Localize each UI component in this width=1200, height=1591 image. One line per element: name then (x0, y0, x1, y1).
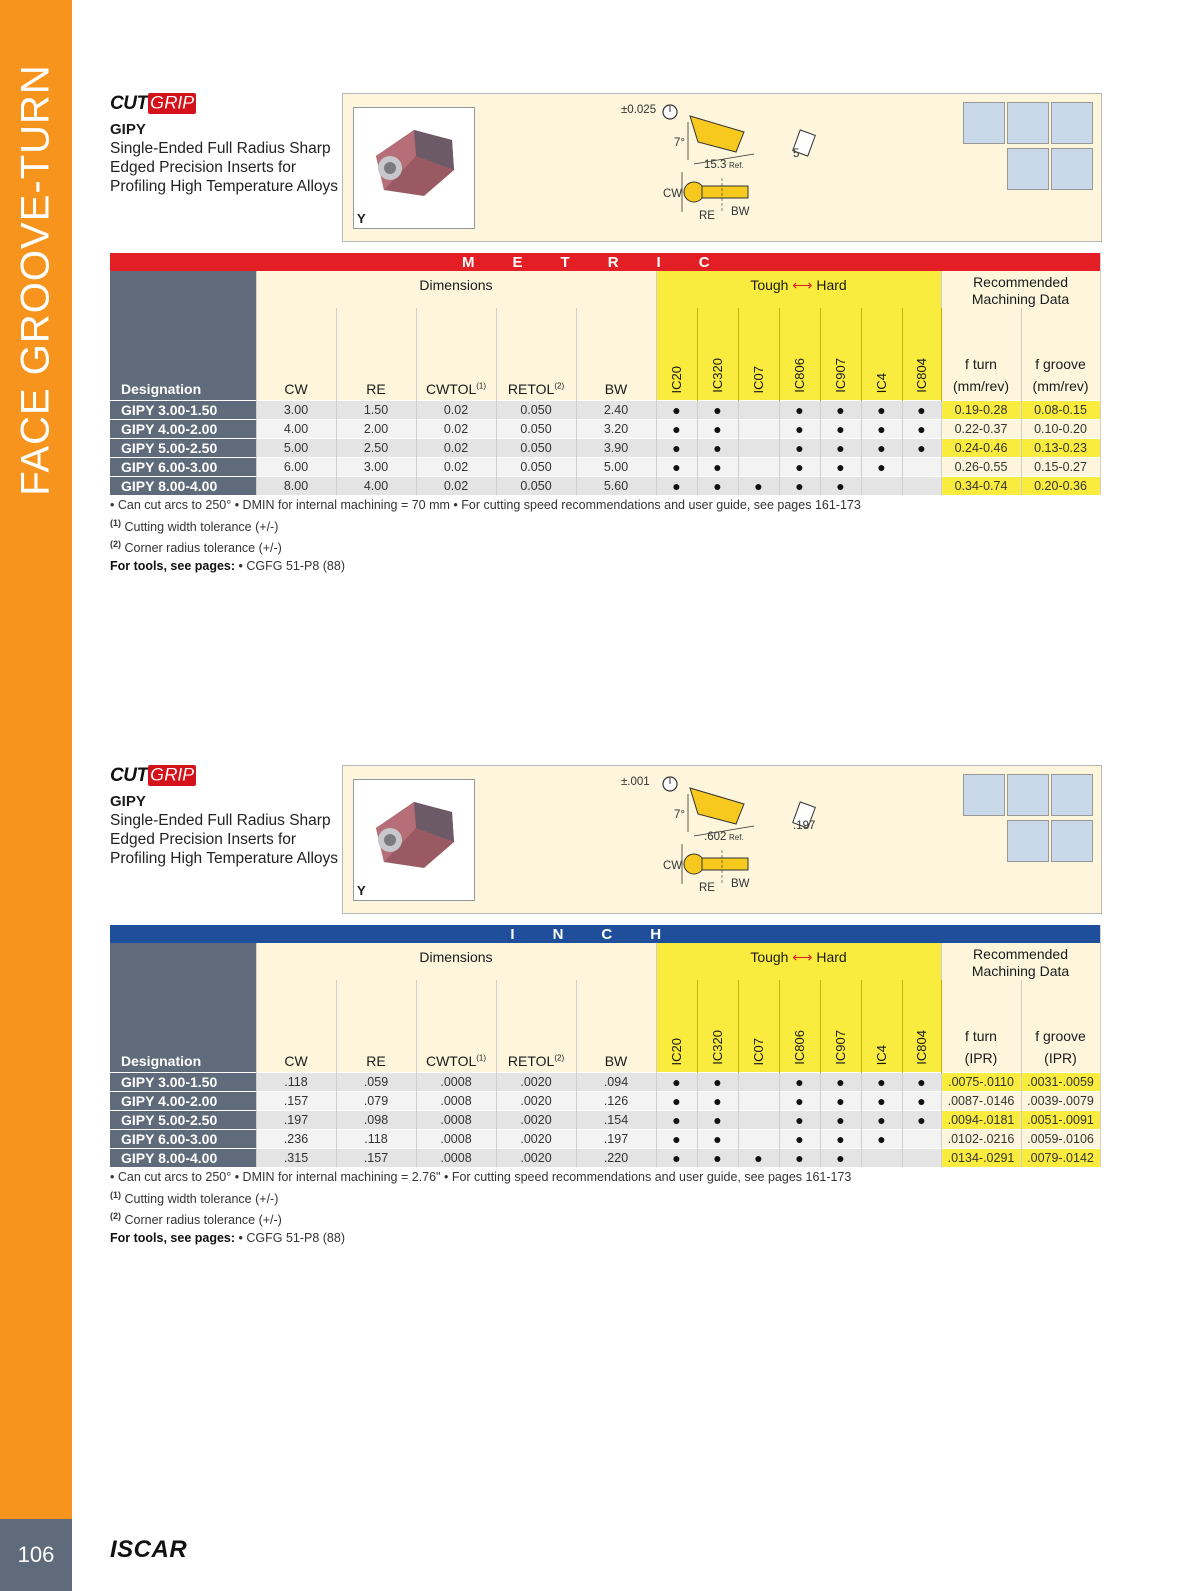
cwtol-cell: 0.02 (416, 477, 496, 496)
retol-cell: 0.050 (496, 401, 576, 420)
internal-groove-icon (1007, 102, 1049, 144)
bw-cell: .094 (576, 1073, 656, 1092)
re-cell: .118 (336, 1130, 416, 1149)
fturn-cell: 0.19-0.28 (941, 401, 1021, 420)
re-cell: .059 (336, 1073, 416, 1092)
cw-cell: .197 (256, 1111, 336, 1130)
face-groove-icon (963, 774, 1005, 816)
grade-cell (902, 477, 941, 496)
bw-header: BW (576, 980, 656, 1073)
turn-groove-icon (1007, 148, 1049, 190)
designation-cell: GIPY 3.00-1.50 (110, 1073, 256, 1092)
product-section (110, 765, 1116, 1245)
bw-header: BW (576, 308, 656, 401)
dimensions-header: Dimensions (256, 271, 656, 308)
notes (110, 1169, 851, 1247)
cw-cell: 6.00 (256, 458, 336, 477)
angle-label: 7° (674, 137, 685, 149)
grade-cell: ● (697, 1130, 738, 1149)
grade-cell: ● (738, 1149, 779, 1168)
grade-cell (861, 477, 902, 496)
grade-cell: ● (861, 401, 902, 420)
grade-cell: ● (820, 439, 861, 458)
grade-cell: ● (861, 1130, 902, 1149)
fgroove-cell: .0079-.0142 (1021, 1149, 1100, 1168)
diagram-panel (342, 765, 1102, 914)
grade-cell: ● (779, 1092, 820, 1111)
designation-cell: GIPY 5.00-2.50 (110, 1111, 256, 1130)
grade-cell: ● (697, 477, 738, 496)
grade-header: IC20 (656, 308, 697, 401)
grade-cell: ● (861, 1092, 902, 1111)
grade-cell: ● (656, 458, 697, 477)
re-cell: .098 (336, 1111, 416, 1130)
re-cell: 2.00 (336, 420, 416, 439)
bw-cell: .220 (576, 1149, 656, 1168)
grade-cell: ● (861, 1073, 902, 1092)
side-label: .197 (793, 820, 816, 832)
retol-header: RETOL$^{(2)}$ (496, 308, 576, 401)
table-row (110, 439, 1100, 458)
tools-reference: For tools, see pages: • CGFG 51-P8 (88) (110, 558, 346, 573)
grade-header: IC804 (902, 308, 941, 401)
recommended-header: Recommended Machining Data (941, 943, 1100, 980)
grade-header: IC07 (738, 980, 779, 1073)
grade-cell: ● (779, 458, 820, 477)
application-icons (963, 774, 1093, 862)
grade-cell (902, 458, 941, 477)
bw-label: BW (731, 206, 750, 218)
fturn-cell: 0.34-0.74 (941, 477, 1021, 496)
fgroove-cell: 0.08-0.15 (1021, 401, 1100, 420)
cwtol-cell: .0008 (416, 1149, 496, 1168)
re-header: RE (336, 308, 416, 401)
footnote-2: $^{(2)}$ Corner radius tolerance (+/-) (110, 539, 282, 556)
grade-cell (738, 1073, 779, 1092)
product-description: Single-Ended Full Radius Sharp Edged Precision Inserts for Profiling High Temperature Alloys (110, 812, 339, 867)
grade-cell: ● (656, 1073, 697, 1092)
header-row (110, 271, 1100, 308)
cw-cell: .157 (256, 1092, 336, 1111)
grade-header: IC806 (779, 308, 820, 401)
grade-cell: ● (738, 477, 779, 496)
grade-cell (738, 1092, 779, 1111)
cwtol-cell: .0008 (416, 1111, 496, 1130)
ref-label: Ref. (729, 161, 744, 170)
tools-reference: For tools, see pages: • CGFG 51-P8 (88) (110, 1230, 346, 1245)
bw-cell: 3.20 (576, 420, 656, 439)
grade-cell: ● (697, 1111, 738, 1130)
grade-cell: ● (902, 420, 941, 439)
cwtol-cell: 0.02 (416, 401, 496, 420)
fturn-cell: 0.26-0.55 (941, 458, 1021, 477)
side-bar (0, 0, 72, 1519)
grade-cell: ● (820, 1130, 861, 1149)
length-label: .602 (704, 831, 727, 843)
grade-cell (902, 1149, 941, 1168)
grade-cell: ● (656, 477, 697, 496)
product-section (110, 93, 1116, 573)
retol-cell: .0020 (496, 1111, 576, 1130)
grade-cell (738, 1111, 779, 1130)
grade-cell: ● (656, 1111, 697, 1130)
re-cell: .157 (336, 1149, 416, 1168)
grade-cell: ● (902, 439, 941, 458)
cw-cell: 3.00 (256, 401, 336, 420)
bw-label: BW (731, 878, 750, 890)
notes (110, 497, 861, 575)
insert-drawing-icon (658, 102, 858, 232)
ref-label: Ref. (729, 833, 744, 842)
designation-cell: GIPY 8.00-4.00 (110, 1149, 256, 1168)
designation-cell: GIPY 4.00-2.00 (110, 420, 256, 439)
grade-cell: ● (902, 1111, 941, 1130)
retol-cell: .0020 (496, 1149, 576, 1168)
fgroove-cell: .0039-.0079 (1021, 1092, 1100, 1111)
retol-cell: .0020 (496, 1073, 576, 1092)
bullet-notes: • Can cut arcs to 250° • DMIN for internal machining = 2.76" • For cutting speed recommendations and user guide, see pages 161-173 (110, 1170, 852, 1184)
retol-cell: .0020 (496, 1130, 576, 1149)
bw-cell: 5.60 (576, 477, 656, 496)
fturn-cell: .0087-.0146 (941, 1092, 1021, 1111)
bw-cell: .126 (576, 1092, 656, 1111)
table-row (110, 477, 1100, 496)
internal-groove-icon (1007, 774, 1049, 816)
grade-cell: ● (902, 401, 941, 420)
table-row (110, 1111, 1100, 1130)
fgroove-cell: 0.15-0.27 (1021, 458, 1100, 477)
grade-cell: ● (656, 439, 697, 458)
grade-cell: ● (779, 420, 820, 439)
grade-cell: ● (697, 1092, 738, 1111)
tough-hard-header: Tough ⟷ Hard (656, 943, 941, 980)
length-label: 15.3 (704, 159, 727, 171)
re-cell: .079 (336, 1092, 416, 1111)
cwtol-cell: 0.02 (416, 439, 496, 458)
grade-cell: ● (820, 1073, 861, 1092)
bw-cell: .197 (576, 1130, 656, 1149)
grade-cell: ● (779, 1111, 820, 1130)
product-code: GIPY (110, 121, 146, 138)
footnote-1: $^{(1)}$ Cutting width tolerance (+/-) (110, 517, 279, 534)
retol-cell: 0.050 (496, 477, 576, 496)
table-row (110, 401, 1100, 420)
insert-image-icon (354, 780, 474, 900)
application-icons (963, 102, 1093, 190)
insert-photo (353, 107, 475, 229)
cwtol-header: CWTOL$^{(1)}$ (416, 980, 496, 1073)
data-table (110, 253, 1101, 495)
fturn-cell: .0094-.0181 (941, 1111, 1021, 1130)
header-row (110, 943, 1100, 980)
cwtol-cell: 0.02 (416, 458, 496, 477)
turn-groove-icon (1007, 820, 1049, 862)
bw-cell: .154 (576, 1111, 656, 1130)
table-row (110, 1130, 1100, 1149)
grade-header: IC806 (779, 980, 820, 1073)
designation-header: Designation (110, 271, 256, 401)
cwtol-cell: .0008 (416, 1092, 496, 1111)
grade-cell: ● (820, 420, 861, 439)
section-title: FACE GROOVE-TURN (13, 64, 58, 496)
grade-cell: ● (656, 420, 697, 439)
unit-band: INCH (110, 925, 1100, 943)
grade-cell (902, 1130, 941, 1149)
retol-cell: .0020 (496, 1092, 576, 1111)
grade-cell: ● (656, 1130, 697, 1149)
grade-cell: ● (861, 420, 902, 439)
grade-cell: ● (656, 1149, 697, 1168)
cutgrip-logo: CUT GRIP (110, 765, 195, 786)
grade-header: IC320 (697, 980, 738, 1073)
table-row (110, 1149, 1100, 1168)
retol-cell: 0.050 (496, 439, 576, 458)
grade-header: IC4 (861, 308, 902, 401)
grade-cell: ● (656, 401, 697, 420)
grade-cell: ● (820, 1149, 861, 1168)
grade-cell: ● (902, 1073, 941, 1092)
brand-logo: ISCAR (110, 1536, 188, 1563)
grade-cell: ● (656, 1092, 697, 1111)
product-code: GIPY (110, 793, 146, 810)
bw-cell: 3.90 (576, 439, 656, 458)
grade-cell (738, 439, 779, 458)
re-header: RE (336, 980, 416, 1073)
re-cell: 4.00 (336, 477, 416, 496)
bw-cell: 5.00 (576, 458, 656, 477)
fgroove-header: f groove (IPR) (1021, 980, 1100, 1073)
grade-cell: ● (820, 401, 861, 420)
tolerance-label: ±.001 (621, 776, 650, 788)
cw-cell: .236 (256, 1130, 336, 1149)
cwtol-header: CWTOL$^{(1)}$ (416, 308, 496, 401)
re-label: RE (699, 882, 715, 894)
cw-cell: 4.00 (256, 420, 336, 439)
recommended-header: Recommended Machining Data (941, 271, 1100, 308)
designation-cell: GIPY 6.00-3.00 (110, 458, 256, 477)
designation-cell: GIPY 3.00-1.50 (110, 401, 256, 420)
fgroove-cell: .0051-.0091 (1021, 1111, 1100, 1130)
grade-cell: ● (861, 1111, 902, 1130)
unit-band: METRIC (110, 253, 1100, 271)
tolerance-label: ±0.025 (621, 104, 657, 116)
fturn-cell: .0134-.0291 (941, 1149, 1021, 1168)
fgroove-cell: 0.20-0.36 (1021, 477, 1100, 496)
cw-cell: 5.00 (256, 439, 336, 458)
grade-cell: ● (697, 439, 738, 458)
face-groove-icon (963, 102, 1005, 144)
footnote-2: $^{(2)}$ Corner radius tolerance (+/-) (110, 1211, 282, 1228)
grade-cell: ● (820, 458, 861, 477)
insert-image-icon (354, 108, 474, 228)
grade-header: IC20 (656, 980, 697, 1073)
designation-cell: GIPY 5.00-2.50 (110, 439, 256, 458)
cwtol-cell: 0.02 (416, 420, 496, 439)
grade-cell: ● (820, 477, 861, 496)
contour-icon (1051, 820, 1093, 862)
retol-cell: 0.050 (496, 420, 576, 439)
retol-cell: 0.050 (496, 458, 576, 477)
grade-header: IC907 (820, 308, 861, 401)
angle-label: 7° (674, 809, 685, 821)
grade-cell: ● (820, 1111, 861, 1130)
data-table (110, 925, 1101, 1167)
grade-cell: ● (697, 1073, 738, 1092)
cwtol-cell: .0008 (416, 1130, 496, 1149)
bw-cell: 2.40 (576, 401, 656, 420)
double-arrow-icon: ⟷ (792, 949, 813, 965)
insert-type-label: Y (357, 883, 366, 898)
bullet-notes: • Can cut arcs to 250° • DMIN for internal machining = 70 mm • For cutting speed recommendations and user guide, see pages 161-173 (110, 498, 861, 512)
designation-cell: GIPY 8.00-4.00 (110, 477, 256, 496)
fturn-header: f turn (mm/rev) (941, 308, 1021, 401)
fgroove-cell: .0031-.0059 (1021, 1073, 1100, 1092)
grade-header: IC4 (861, 980, 902, 1073)
profile-icon (1051, 102, 1093, 144)
fturn-cell: 0.24-0.46 (941, 439, 1021, 458)
grade-cell (738, 458, 779, 477)
table-row (110, 1092, 1100, 1111)
table-row (110, 420, 1100, 439)
grade-cell: ● (697, 420, 738, 439)
subheader-row (110, 308, 1100, 401)
grade-cell: ● (861, 439, 902, 458)
cw-cell: .118 (256, 1073, 336, 1092)
grade-cell (738, 420, 779, 439)
re-cell: 3.00 (336, 458, 416, 477)
dimensions-header: Dimensions (256, 943, 656, 980)
page-number: 106 (0, 1519, 72, 1591)
grade-cell: ● (779, 401, 820, 420)
side-label: 5 (793, 148, 800, 160)
designation-cell: GIPY 6.00-3.00 (110, 1130, 256, 1149)
grade-header: IC804 (902, 980, 941, 1073)
grade-header: IC320 (697, 308, 738, 401)
cwtol-cell: .0008 (416, 1073, 496, 1092)
grade-cell (861, 1149, 902, 1168)
fturn-cell: 0.22-0.37 (941, 420, 1021, 439)
table-row (110, 1073, 1100, 1092)
profile-icon (1051, 774, 1093, 816)
fturn-cell: .0102-.0216 (941, 1130, 1021, 1149)
grade-cell: ● (779, 1130, 820, 1149)
grade-cell: ● (697, 401, 738, 420)
grade-cell: ● (697, 1149, 738, 1168)
cw-cell: 8.00 (256, 477, 336, 496)
retol-header: RETOL$^{(2)}$ (496, 980, 576, 1073)
grade-header: IC907 (820, 980, 861, 1073)
fgroove-cell: .0059-.0106 (1021, 1130, 1100, 1149)
grade-cell: ● (779, 439, 820, 458)
grade-cell: ● (697, 458, 738, 477)
grade-cell: ● (902, 1092, 941, 1111)
footnote-1: $^{(1)}$ Cutting width tolerance (+/-) (110, 1189, 279, 1206)
grade-cell: ● (820, 1092, 861, 1111)
grade-cell (738, 1130, 779, 1149)
grade-cell: ● (779, 477, 820, 496)
re-cell: 2.50 (336, 439, 416, 458)
subheader-row (110, 980, 1100, 1073)
insert-photo (353, 779, 475, 901)
designation-header: Designation (110, 943, 256, 1073)
product-description: Single-Ended Full Radius Sharp Edged Precision Inserts for Profiling High Temperature Alloys (110, 140, 339, 195)
fturn-cell: .0075-.0110 (941, 1073, 1021, 1092)
table-row (110, 458, 1100, 477)
insert-type-label: Y (357, 211, 366, 226)
contour-icon (1051, 148, 1093, 190)
designation-cell: GIPY 4.00-2.00 (110, 1092, 256, 1111)
fgroove-cell: 0.10-0.20 (1021, 420, 1100, 439)
grade-header: IC07 (738, 308, 779, 401)
grade-cell: ● (779, 1149, 820, 1168)
grade-cell (738, 401, 779, 420)
grade-cell: ● (779, 1073, 820, 1092)
insert-drawing-icon (658, 774, 858, 904)
cw-header: CW (256, 308, 336, 401)
cw-header: CW (256, 980, 336, 1073)
re-cell: 1.50 (336, 401, 416, 420)
cw-cell: .315 (256, 1149, 336, 1168)
grade-cell: ● (861, 458, 902, 477)
fturn-header: f turn (IPR) (941, 980, 1021, 1073)
double-arrow-icon: ⟷ (792, 277, 813, 293)
cutgrip-logo: CUT GRIP (110, 93, 195, 114)
fgroove-header: f groove (mm/rev) (1021, 308, 1100, 401)
re-label: RE (699, 210, 715, 222)
tough-hard-header: Tough ⟷ Hard (656, 271, 941, 308)
cw-label: CW (663, 860, 683, 872)
cw-label: CW (663, 188, 683, 200)
diagram-panel (342, 93, 1102, 242)
fgroove-cell: 0.13-0.23 (1021, 439, 1100, 458)
